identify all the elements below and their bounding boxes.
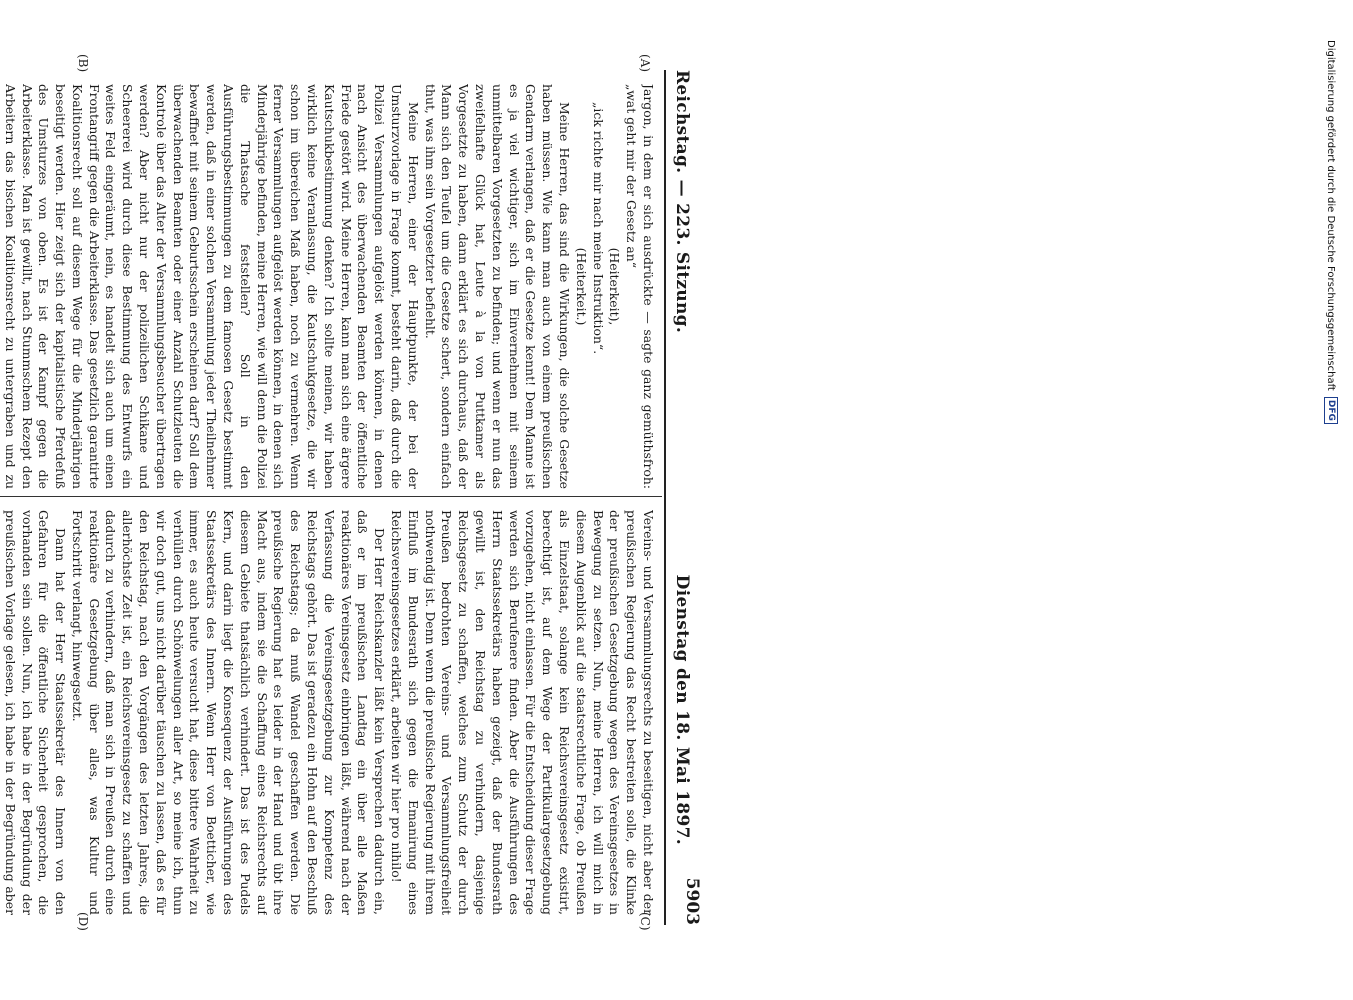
column-rule — [0, 496, 662, 497]
paragraph: Vereins- und Versammlungsrechts zu beseitigen, nicht aber der preußischen Regierung das Recht bestreiten solle, die Klinke der preußischen Gesetzgebung wegen des Vereinsgesetzes in Bewegung zu setzen. Nun, meine Herren, ich will mich in diesem Augenblick auf die staatsrechtliche Frage, ob Preußen als Einzelstaat, solange kein Reichsvereinsgesetz existirt, berechtigt ist, auf dem Wege der Partikulargesetzgebung vorzugehen, nicht einlassen. Für die Entscheidung dieser Frage werden sich Berufenere finden. Aber die Ausführungen des Herrn Staatssekretärs haben gezeigt, daß der Bundesrath gewillt ist, den Reichstag zu verhindern, dasjenige Reichsgesetz zu schaffen, welches zum Schutz der durch Preußen bedrohten Vereins- und Versammlungsfreiheit nothwendig ist. Denn wenn die preußische Regierung mit ihrem Einfluß im Bundesrath sich gegen die Emanirung eines Reichsvereinsgesetzes erklärt, arbeiten wir hier pro nihilo! — [389, 510, 656, 915]
header-left: Reichstag. — 223. Sitzung. — [672, 70, 692, 334]
left-column — [0, 84, 656, 489]
paragraph: Dann hat der Herr Staatssekretär des Innern von den Gefahren für die öffentliche Sicherheit gesprochen, die vorhanden sein sollen. Nun, ich habe in der Begründung der preußischen Vorlage gelesen, ich habe in der Begründung aber — [2, 510, 69, 915]
paragraph: Meine Herren, einer der Hauptpunkte, der bei der Umsturzvorlage in Frage kommt, besteht darin, daß durch die Polizei Versammlungen aufgelöst werden können, in denen nach Ansicht des überwachenden Beamten der öffentliche Friede gestört wird. Meine Herren, kann man sich eine ärgere Kautschukbestimmung denken? Ich sollte meinen, wir haben wirklich keine Veranlassung, die Kautschukgesetze, die wir schon im übereichen Maß haben, noch zu vermehren. Wenn ferner Versammlungen aufgelöst werden können, in denen sich Minderjährige befinden, meine Herren, wie will denn die Polizei die Thatsache feststellen? Soll in den Ausführungsbestimmungen zu dem famosen Gesetz bestimmt werden, daß in einer solchen Versammlung jeder Theilnehmer bewaffnet mit seinem Geburtsschein erscheinen darf? Soll dem überwachenden Beamten oder einer Anzahl Schutzleuten die Kontrole über das Alter der Versammlungsbesucher übertragen werden? Aber nicht nur der polizeilichen Schikane und Scheererei wird durch diese Bestimmung des Entwurfs ein weites Feld eingeräumt, nein, es handelt sich auch um einen Frontangriff gegen die Arbeiterklasse. Das gesetzlich garantirte Koalitionsrecht soll auf diesem Wege für die Minderjährigen beseitigt werden. Hier zeigt sich der kapitalistische Pferdefuß des Umsturzes von oben. Es ist der Kampf gegen die Arbeiterklasse. Man ist gewillt, nach Stummschem Rezept den Arbeitern das bischen Koalitionsrecht zu untergraben und zu — [2, 84, 421, 489]
margin-marker-d: (D) — [76, 912, 90, 931]
paragraph: Der Herr Reichskanzler läßt kein Versprechen dadurch ein, daß er im preußischen Landtag ein über alle Maßen reaktionäres Vereinsgesetz einbringen läßt, während nach der Verfassung die Vereinsgesetzgebung zur Kompetenz des Reichstags gehört. Das ist geradezu ein Hohn auf den Beschluß des Reichstags; da muß Wandel geschaffen werden. Die preußische Regierung hat es leider in der Hand und übt ihre Macht aus, indem sie die Schaffung eines Reichsrechts auf diesem Gebiete thatsächlich verhindert. Das ist des Pudels Kern, und darin liegt die Konsequenz der Ausführungen des Staatssekretärs des Innern. Wenn Herr von Boetticher, wie immer, es auch heute versucht hat, diese bittere Wahrheit zu verhüllen durch Schönwelungen aller Art, so meine ich, thun wir doch gut, uns nicht darüber täuschen zu lassen, daß es für den Reichstag, nach den Vorgängen des letzten Jahres, die allerhöchste Zeit ist, ein Reichsvereinsgesetz zu schaffen und dadurch zu verhindern, daß man sich in Preußen durch eine reaktionäre Gesetzgebung über alles, was Kultur und Fortschritt verlangt, hinwegsetzt. — [69, 510, 388, 915]
paragraph: (Heiterkeit.) — [573, 247, 589, 326]
margin-marker-c: (C) — [638, 912, 652, 931]
paragraph: Meine Herren, das sind die Wirkungen, die solche Gesetze haben müssen. Wie kann man auch von einem preußischen Gendarm verlangen, daß er die Gesetze kennt! Dem Manne ist es ja viel wichtiger, sich im Einvernehmen mit seinem unmittelbaren Vorgesetzten zu befinden; und wenn er nun das zweifelhafte Glück hat, Leute à la von Puttkamer als Vorgesetzte zu haben, dann erklärt es sich durchaus, daß der Mann sich den Teufel um die Gesetze schert, sondern einfach thut, was ihm sein Vorgesetzter befiehlt. — [422, 84, 573, 489]
credit-text: Digitalisierung gefördert durch die Deutsche Forschungsgemeinschaft — [1325, 40, 1337, 391]
margin-marker-a: (A) — [638, 54, 652, 73]
newspaper-page — [0, 40, 722, 955]
paragraph: Jargon, in dem er sich ausdrückte — sagte ganz gemüthsfroh: „wat geht mir der Gesetz an“ — [624, 84, 656, 489]
header-date: Dienstag den 18. Mai 1897. — [672, 574, 692, 845]
digitization-credit — [1324, 40, 1338, 980]
paragraph: „ick richte mir nach meine Instruktion“. — [590, 102, 606, 355]
right-column — [0, 510, 656, 915]
page-header — [672, 70, 702, 925]
header-rule — [664, 70, 666, 925]
dfg-logo: DFG — [1324, 397, 1338, 424]
page-number: 5903 — [682, 877, 702, 925]
margin-marker-b: (B) — [76, 54, 90, 73]
paragraph: (Heiterkeit), — [607, 247, 623, 326]
